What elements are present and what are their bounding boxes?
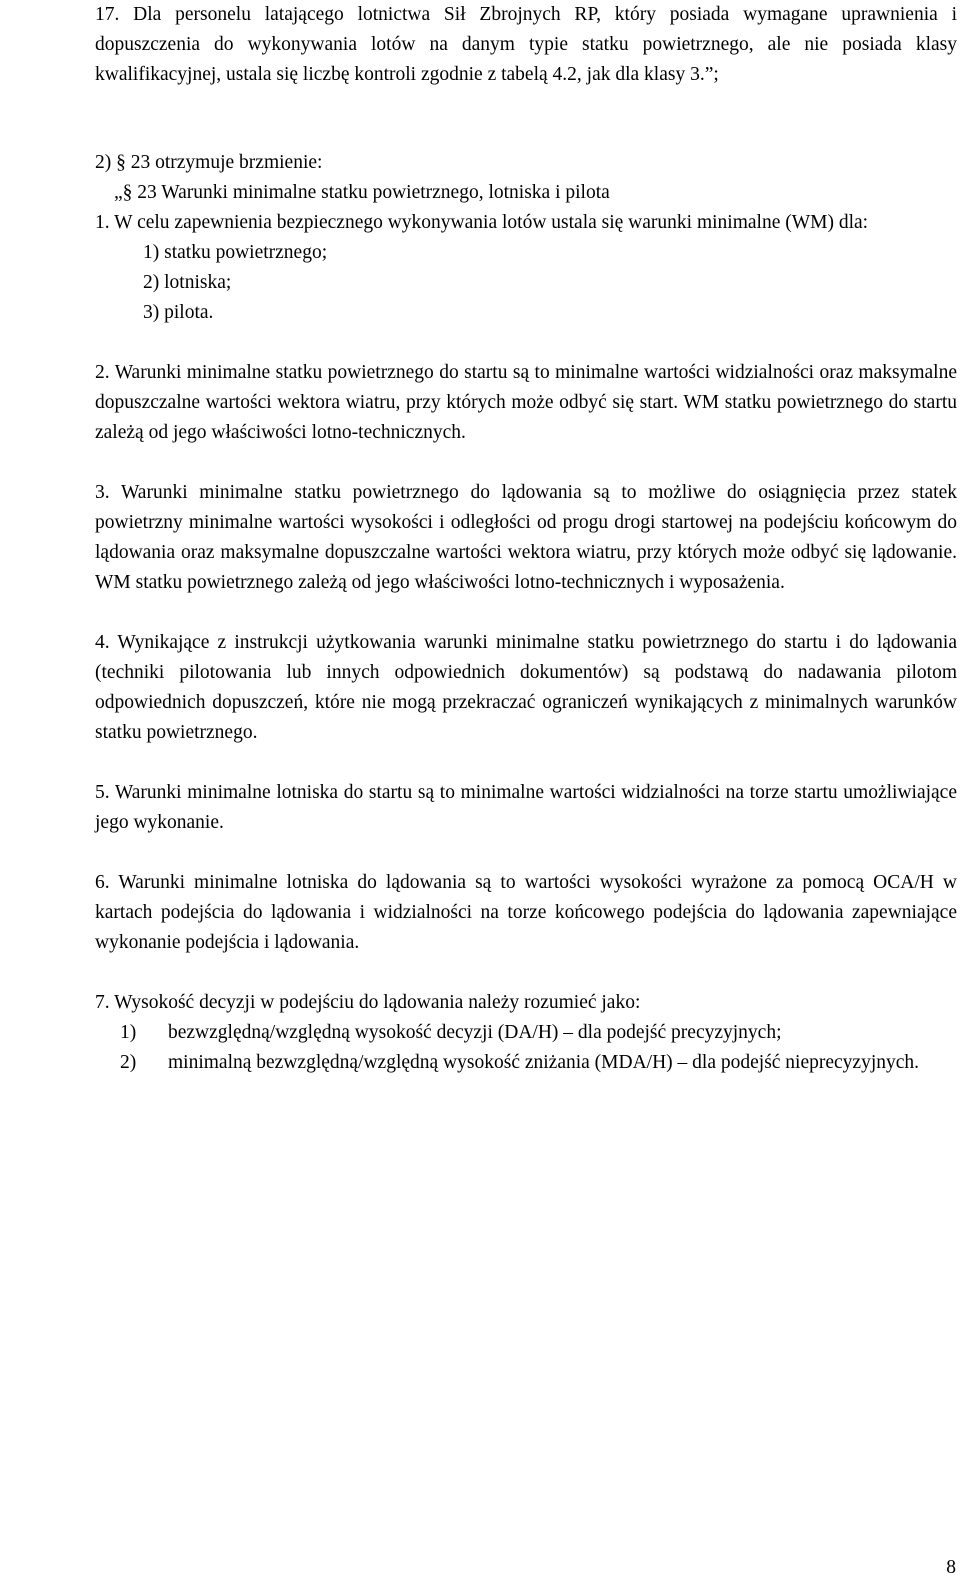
paragraph-2: 2. Warunki minimalne statku powietrznego do startu są to minimalne wartości widzialności oraz maksymalne dopuszczalne wartości wektora wiatru, przy których może odbyć się start. WM statku powietrznego do startu zależą od jego właściwości lotno-technicznych. — [95, 362, 957, 443]
list-item: 3) pilota. — [143, 302, 214, 323]
paragraph-7: 7. Wysokość decyzji w podejściu do lądowania należy rozumieć jako: — [95, 992, 641, 1013]
paragraph-1-list — [95, 238, 957, 328]
paragraph-5: 5. Warunki minimalne lotniska do startu są to minimalne wartości widzialności na torze startu umożliwiające jego wykonanie. — [95, 782, 957, 833]
page-number: 8 — [946, 1557, 956, 1578]
section-title: „§ 23 Warunki minimalne statku powietrznego, lotniska i pilota — [114, 182, 610, 203]
list-item-text: minimalną bezwzględną/względną wysokość zniżania (MDA/H) – dla podejść nieprecyzyjnych. — [168, 1052, 920, 1073]
list-item — [95, 1048, 957, 1078]
list-item: 2) lotniska; — [143, 272, 232, 293]
paragraph-17: 17. Dla personelu latającego lotnictwa Sił Zbrojnych RP, który posiada wymagane uprawnienia i dopuszczenia do wykonywania lotów na danym typie statku powietrznego, ale nie posiada klasy kwalifikacyjnej, ustala się liczbę kontroli zgodnie z tabelą 4.2, jak dla klasy 3.”; — [95, 4, 957, 85]
paragraph-6: 6. Warunki minimalne lotniska do lądowania są to wartości wysokości wyrażone za pomocą OCA/H w kartach podejścia do lądowania i widzialności na torze końcowego podejścia do lądowania zapewniające wykonanie podejścia i lądowania. — [95, 872, 957, 953]
list-item — [95, 1018, 957, 1048]
list-item-text: bezwzględną/względną wysokość decyzji (DA/H) – dla podejść precyzyjnych; — [168, 1022, 782, 1043]
paragraph-4: 4. Wynikające z instrukcji użytkowania warunki minimalne statku powietrznego do startu i do lądowania (techniki pilotowania lub innych odpowiednich dokumentów) są podstawą do nadawania pilotom odpowiednich dopuszczeń, które nie mogą przekraczać ograniczeń wynikających z minimalnych warunków statku powietrznego. — [95, 632, 957, 743]
list-item: 1) statku powietrznego; — [143, 242, 328, 263]
document-page — [95, 0, 957, 1078]
paragraph-1: 1. W celu zapewnienia bezpiecznego wykonywania lotów ustala się warunki minimalne (WM) dla: — [95, 212, 869, 233]
list-item-number: 2) — [120, 1052, 137, 1073]
paragraph-3: 3. Warunki minimalne statku powietrznego do lądowania są to możliwe do osiągnięcia przez statek powietrzny minimalne wartości wysokości i odległości od progu drogi startowej na podejściu końcowym do lądowania oraz maksymalne dopuszczalne wartości wektora wiatru, przy których może odbyć się lądowanie. WM statku powietrznego zależą od jego właściwości lotno-technicznych i wyposażenia. — [95, 482, 957, 593]
list-item-number: 1) — [120, 1022, 137, 1043]
amendment-intro: 2) § 23 otrzymuje brzmienie: — [95, 152, 323, 173]
